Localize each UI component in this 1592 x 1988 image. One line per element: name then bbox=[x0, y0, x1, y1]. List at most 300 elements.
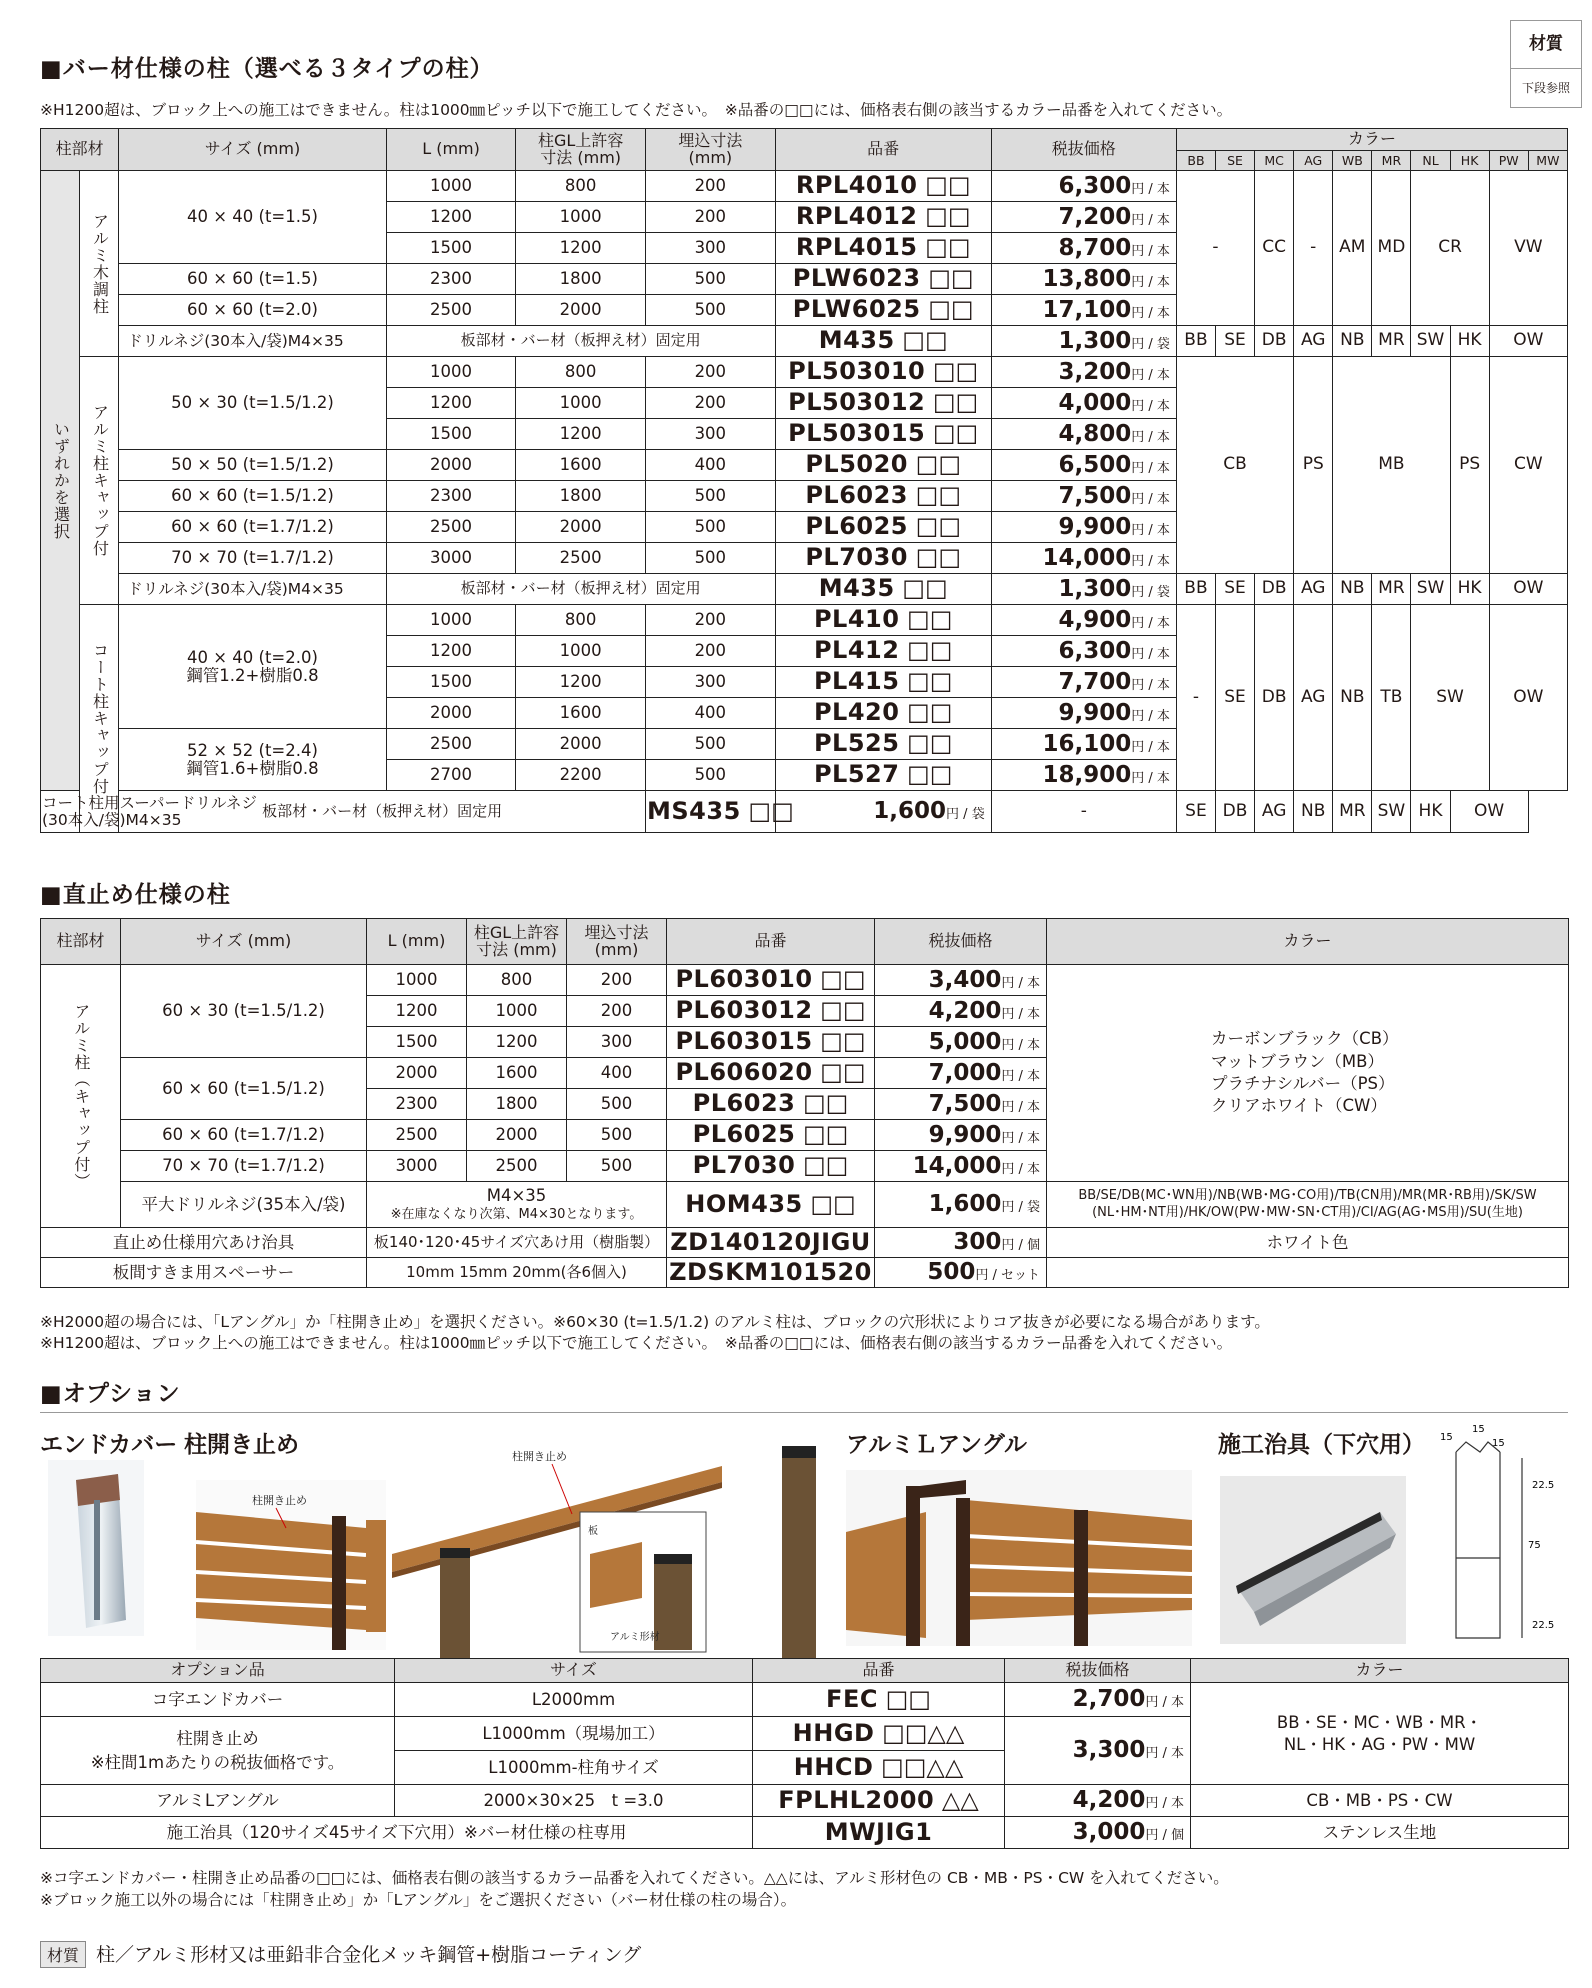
product-code-text: PL5020 bbox=[805, 450, 909, 479]
price: 6,300円 / 本 bbox=[991, 636, 1176, 667]
size: 70 × 70 (t=1.7/1.2) bbox=[119, 543, 387, 574]
price: 7,000円 / 本 bbox=[875, 1058, 1047, 1089]
price: 3,200円 / 本 bbox=[991, 357, 1176, 388]
length: 1500 bbox=[367, 1027, 467, 1058]
price-unit: 円 / 本 bbox=[1001, 1099, 1040, 1115]
length: 1000 bbox=[367, 965, 467, 996]
allowable: 2000 bbox=[516, 295, 646, 326]
price-unit: 円 / 本 bbox=[1001, 975, 1040, 991]
table-row bbox=[41, 965, 1569, 996]
allowable: 1000 bbox=[516, 636, 646, 667]
price: 2,700円 / 本 bbox=[1005, 1683, 1191, 1717]
embed: 500 bbox=[646, 264, 776, 295]
table-row bbox=[41, 574, 1568, 605]
header-color-code: HK bbox=[1450, 151, 1489, 171]
price: 7,700円 / 本 bbox=[991, 667, 1176, 698]
length: 2000 bbox=[386, 698, 516, 729]
size: L1000mm（現場加工） bbox=[395, 1717, 753, 1751]
color: MR bbox=[1372, 326, 1411, 357]
section2-note2: ※H1200超は、ブロック上への施工はできません。柱は1000㎜ピッチ以下で施工してください。 ※品番の□□には、価格表右側の該当するカラー品番を入れてください。 bbox=[40, 1334, 1233, 1352]
product-code-text: PL503015 bbox=[788, 419, 926, 448]
embed: 500 bbox=[646, 760, 776, 791]
length: 2700 bbox=[386, 760, 516, 791]
length: 1200 bbox=[386, 636, 516, 667]
header-color-code: WB bbox=[1333, 151, 1372, 171]
allowable: 800 bbox=[516, 357, 646, 388]
embed: 300 bbox=[646, 419, 776, 450]
product-code bbox=[775, 233, 991, 264]
header-length: L (mm) bbox=[367, 919, 467, 965]
price-unit: 円 / 本 bbox=[1131, 243, 1170, 259]
color: OW bbox=[1450, 791, 1528, 833]
length: 1500 bbox=[386, 419, 516, 450]
color-code-placeholder: □□ bbox=[917, 233, 971, 262]
brace-label: 柱開き止め bbox=[184, 1432, 299, 1458]
color-code-placeholder: □□ bbox=[877, 1684, 931, 1713]
length: 1200 bbox=[367, 996, 467, 1027]
embed: 400 bbox=[646, 450, 776, 481]
color: AG bbox=[1294, 326, 1333, 357]
price: 8,700円 / 本 bbox=[991, 233, 1176, 264]
color: HK bbox=[1450, 574, 1489, 605]
product-code-text: HOM435 bbox=[685, 1189, 803, 1218]
allowable: 1600 bbox=[516, 698, 646, 729]
product-code-text: PL606020 bbox=[675, 1058, 813, 1087]
color: CB bbox=[1176, 357, 1293, 574]
header-color-code: BB bbox=[1176, 151, 1215, 171]
usage: 板部材・バー材（板押え材）固定用 bbox=[386, 326, 775, 357]
header-color: カラー bbox=[1176, 129, 1567, 151]
product-code-text: PLW6025 bbox=[792, 295, 921, 324]
size: 60 × 60 (t=1.7/1.2) bbox=[119, 512, 387, 543]
product-code bbox=[667, 1120, 875, 1151]
price-unit: 円 / 本 bbox=[1131, 770, 1170, 786]
product-code-text: PL412 bbox=[813, 636, 900, 665]
color: OW bbox=[1489, 326, 1567, 357]
product-code bbox=[667, 1258, 875, 1288]
product-code-text: HHGD bbox=[792, 1718, 875, 1747]
item: コ字エンドカバー bbox=[41, 1683, 395, 1717]
color: AG bbox=[1255, 791, 1294, 833]
color: HK bbox=[1450, 326, 1489, 357]
price: 5,000円 / 本 bbox=[875, 1027, 1047, 1058]
group-label: アルミ柱（キャップ付） bbox=[41, 965, 121, 1228]
product-code bbox=[775, 388, 991, 419]
price: 9,900円 / 本 bbox=[875, 1120, 1047, 1151]
product-code bbox=[646, 791, 794, 833]
end-cover-image bbox=[48, 1460, 144, 1636]
embed: 500 bbox=[646, 729, 776, 760]
product-code bbox=[667, 1089, 875, 1120]
product-code bbox=[667, 1182, 875, 1228]
angle-photo bbox=[846, 1470, 1192, 1646]
product-code-text: RPL4012 bbox=[795, 202, 918, 231]
table-row bbox=[41, 919, 1569, 965]
allowable: 2200 bbox=[516, 760, 646, 791]
jig-label: 施工治具（下穴用） bbox=[1218, 1432, 1425, 1458]
price-unit: 円 / 本 bbox=[1131, 398, 1170, 414]
price: 4,900円 / 本 bbox=[991, 605, 1176, 636]
product-code bbox=[775, 698, 991, 729]
color: MB bbox=[1333, 357, 1450, 574]
embed: 500 bbox=[646, 512, 776, 543]
brace-diagram-label-board: 板 bbox=[588, 1526, 598, 1537]
price: 14,000円 / 本 bbox=[875, 1151, 1047, 1182]
product-code-text: PL415 bbox=[813, 667, 900, 696]
product-code bbox=[667, 965, 875, 996]
header-color: カラー bbox=[1047, 919, 1569, 965]
product-code bbox=[753, 1785, 1005, 1817]
price-unit: 円 / 個 bbox=[1001, 1238, 1040, 1254]
price: 9,900円 / 本 bbox=[991, 512, 1176, 543]
spec: 板140･120･45サイズ穴あけ用（樹脂製） bbox=[367, 1228, 667, 1258]
color: MR bbox=[1372, 574, 1411, 605]
color: AM bbox=[1333, 171, 1372, 326]
product-code-text: PL603010 bbox=[675, 965, 813, 994]
price-unit: 円 / 本 bbox=[1131, 367, 1170, 383]
length: 3000 bbox=[367, 1151, 467, 1182]
length: 1000 bbox=[386, 357, 516, 388]
product-code-text: PL6025 bbox=[692, 1120, 796, 1149]
embed: 300 bbox=[567, 1027, 667, 1058]
product-code-text: PL503012 bbox=[788, 388, 926, 417]
allowable: 1200 bbox=[467, 1027, 567, 1058]
brace-diagram-label-1: 柱開き止め bbox=[252, 1494, 307, 1507]
price: 7,500円 / 本 bbox=[991, 481, 1176, 512]
product-code-text: PL6023 bbox=[805, 481, 909, 510]
size: コート柱用スーパードリルネジ (30本入/袋)M4×35 bbox=[41, 791, 80, 833]
section2-title: ■直止め仕様の柱 bbox=[40, 882, 231, 908]
product-code-text: PL603015 bbox=[675, 1027, 813, 1056]
price-unit: 円 / 本 bbox=[1131, 460, 1170, 476]
header-color-code: MW bbox=[1528, 151, 1567, 171]
color-code-placeholder: □□ bbox=[917, 171, 971, 200]
color: CW bbox=[1489, 357, 1567, 574]
length: 1000 bbox=[386, 171, 516, 202]
size: L2000mm bbox=[395, 1683, 753, 1717]
product-code bbox=[753, 1751, 1005, 1785]
color: BB/SE/DB(MC･WN用)/NB(WB･MG･CO用)/TB(CN用)/MR(MR･RB用)/SK/SW (NL･HM･NT用)/HK/OW(PW･MW･SN･CT用)/CI/AG(AG･MS用)/SU(生地) bbox=[1047, 1182, 1569, 1228]
angle-label: アルミＬアングル bbox=[846, 1432, 1028, 1458]
size: 60 × 60 (t=1.5/1.2) bbox=[121, 1058, 367, 1120]
product-code bbox=[775, 543, 991, 574]
allowable: 1800 bbox=[516, 264, 646, 295]
jig-dim-2: 15 bbox=[1472, 1424, 1485, 1435]
product-code bbox=[775, 295, 991, 326]
material-tab bbox=[1510, 20, 1582, 108]
color: SE bbox=[1216, 605, 1255, 791]
embed: 500 bbox=[646, 295, 776, 326]
product-code-text: PL503010 bbox=[788, 357, 926, 386]
color-code-placeholder: □□ bbox=[925, 419, 979, 448]
color: SE bbox=[1176, 791, 1215, 833]
table-row bbox=[41, 1683, 1569, 1717]
table-row bbox=[41, 1817, 1569, 1849]
embed: 200 bbox=[646, 357, 776, 388]
embed: 200 bbox=[567, 996, 667, 1027]
length: 2300 bbox=[386, 481, 516, 512]
color: ステンレス生地 bbox=[1191, 1817, 1569, 1849]
color-code-placeholder: □□ bbox=[740, 796, 794, 825]
product-code bbox=[775, 605, 991, 636]
end-cover-label: エンドカバー bbox=[40, 1432, 178, 1458]
color: - bbox=[1176, 605, 1215, 791]
color-code-placeholder: □□ bbox=[812, 1027, 866, 1056]
product-code bbox=[753, 1683, 1005, 1717]
product-code bbox=[775, 512, 991, 543]
jig-dim-6: 22.5 bbox=[1532, 1620, 1555, 1631]
embed: 500 bbox=[567, 1120, 667, 1151]
product-code bbox=[775, 667, 991, 698]
section1-note: ※H1200超は、ブロック上への施工はできません。柱は1000㎜ピッチ以下で施工してください。 ※品番の□□には、価格表右側の該当するカラー品番を入れてください。 bbox=[40, 101, 1233, 119]
embed: 200 bbox=[646, 636, 776, 667]
color-code-placeholder: □□ bbox=[925, 357, 979, 386]
price-unit: 円 / 袋 bbox=[1131, 584, 1170, 600]
color bbox=[1047, 1258, 1569, 1288]
color-code-placeholder: □□ bbox=[802, 1189, 856, 1218]
size: 52 × 52 (t=2.4) 鋼管1.6+樹脂0.8 bbox=[119, 729, 387, 791]
product-code bbox=[753, 1817, 1005, 1849]
allowable: 2000 bbox=[516, 512, 646, 543]
size: 60 × 60 (t=1.5) bbox=[119, 264, 387, 295]
product-code bbox=[775, 481, 991, 512]
header-code: 品番 bbox=[753, 1659, 1005, 1683]
length: 3000 bbox=[386, 543, 516, 574]
length: 1000 bbox=[386, 605, 516, 636]
header-color-code: NL bbox=[1411, 151, 1450, 171]
price: 13,800円 / 本 bbox=[991, 264, 1176, 295]
side-group-label: いずれかを選択 bbox=[41, 171, 80, 791]
product-code-text: RPL4010 bbox=[795, 171, 918, 200]
jig-photo bbox=[1220, 1476, 1406, 1644]
allowable: 1200 bbox=[516, 419, 646, 450]
price: 4,800円 / 本 bbox=[991, 419, 1176, 450]
color-code-placeholder: □□ bbox=[908, 512, 961, 541]
price: 3,400円 / 本 bbox=[875, 965, 1047, 996]
product-code-text: PL527 bbox=[813, 760, 900, 789]
price-unit: 円 / 本 bbox=[1131, 739, 1170, 755]
color: SW bbox=[1411, 326, 1450, 357]
embed: 300 bbox=[646, 667, 776, 698]
header-code: 品番 bbox=[667, 919, 875, 965]
product-code-text: ZD140120JIGU bbox=[670, 1227, 871, 1256]
color-code-placeholder: □□△△ bbox=[874, 1718, 965, 1747]
product-code-text: FEC bbox=[826, 1684, 878, 1713]
product-code bbox=[667, 1027, 875, 1058]
length: 1200 bbox=[386, 388, 516, 419]
size: 2000×30×25 t =3.0 bbox=[395, 1785, 753, 1817]
allowable: 2500 bbox=[516, 543, 646, 574]
jig-drawing bbox=[1436, 1418, 1566, 1648]
section3-title: ■オプション bbox=[40, 1381, 181, 1407]
product-code-text: PL7030 bbox=[692, 1151, 796, 1180]
price-unit: 円 / 本 bbox=[1145, 1746, 1184, 1762]
embed: 200 bbox=[646, 388, 776, 419]
group-label: アルミ木調柱 bbox=[80, 171, 119, 357]
price: 17,100円 / 本 bbox=[991, 295, 1176, 326]
table-row bbox=[41, 1228, 1569, 1258]
header-color-code: MR bbox=[1372, 151, 1411, 171]
item: 施工治具（120サイズ45サイズ下穴用）※バー材仕様の柱専用 bbox=[41, 1817, 753, 1849]
product-code-text: M435 bbox=[818, 574, 895, 603]
price: 1,600円 / 袋 bbox=[875, 1182, 1047, 1228]
color: DB bbox=[1216, 791, 1255, 833]
allowable: 1800 bbox=[516, 481, 646, 512]
spec-note: ※在庫なくなり次第、M4×30となります。 bbox=[390, 1207, 643, 1223]
size: 40 × 40 (t=1.5) bbox=[119, 171, 387, 264]
spec: 10mm 15mm 20mm(各6個入) bbox=[367, 1258, 667, 1288]
color: VW bbox=[1489, 171, 1567, 326]
color: CR bbox=[1411, 171, 1489, 326]
header-allow: 柱GL上許容 寸法 (mm) bbox=[467, 919, 567, 965]
allowable: 2000 bbox=[467, 1120, 567, 1151]
item: 直止め仕様用穴あけ治具 bbox=[41, 1228, 367, 1258]
color: ホワイト色 bbox=[1047, 1228, 1569, 1258]
size: 平大ドリルネジ(35本入/袋) bbox=[121, 1182, 367, 1228]
size: 60 × 60 (t=1.5/1.2) bbox=[119, 481, 387, 512]
size: 60 × 30 (t=1.5/1.2) bbox=[121, 965, 367, 1058]
allowable: 800 bbox=[467, 965, 567, 996]
size: ドリルネジ(30本入/袋)M4×35 bbox=[119, 574, 387, 605]
product-code-text: MWJIG1 bbox=[824, 1817, 933, 1846]
length: 2500 bbox=[386, 512, 516, 543]
size: 60 × 60 (t=2.0) bbox=[119, 295, 387, 326]
material-tab-title: 材質 bbox=[1511, 21, 1581, 69]
color: PS bbox=[1450, 357, 1489, 574]
embed: 400 bbox=[567, 1058, 667, 1089]
product-code-text: PL7030 bbox=[805, 543, 909, 572]
option-table bbox=[40, 1658, 1569, 1849]
section1-title: ■バー材仕様の柱（選べる３タイプの柱） bbox=[40, 56, 494, 82]
brace-photo-1 bbox=[196, 1480, 386, 1650]
price: 300円 / 個 bbox=[875, 1228, 1047, 1258]
embed: 500 bbox=[646, 481, 776, 512]
color: BB bbox=[1176, 326, 1215, 357]
price-unit: 円 / 袋 bbox=[946, 807, 985, 823]
brace-diagram-label-alu: アルミ形材 bbox=[610, 1632, 660, 1643]
color-code-placeholder: □□ bbox=[899, 636, 953, 665]
embed: 400 bbox=[646, 698, 776, 729]
price-unit: 円 / 本 bbox=[1145, 1695, 1184, 1711]
color: - bbox=[1294, 171, 1333, 326]
table-row bbox=[41, 129, 1568, 151]
product-code bbox=[667, 1228, 875, 1258]
color: AG bbox=[1294, 605, 1333, 791]
color-code-placeholder: □□ bbox=[899, 729, 953, 758]
table-row bbox=[41, 326, 1568, 357]
color-code-placeholder: □□ bbox=[795, 1151, 849, 1180]
color-code-placeholder: □□ bbox=[894, 574, 948, 603]
color: PS bbox=[1294, 357, 1333, 574]
color: MD bbox=[1372, 171, 1411, 326]
header-color-code: AG bbox=[1294, 151, 1333, 171]
price-unit: 円 / 本 bbox=[1131, 274, 1170, 290]
header-embed: 埋込寸法 (mm) bbox=[567, 919, 667, 965]
section3-note2: ※ブロック施工以外の場合には「柱開き止め」か「Lアングル」をご選択ください（バー材仕様の柱の場合）。 bbox=[40, 1891, 797, 1909]
color-code-placeholder: □□ bbox=[917, 202, 971, 231]
table-row bbox=[41, 1258, 1569, 1288]
price-unit: 円 / 本 bbox=[1131, 646, 1170, 662]
size: 50 × 30 (t=1.5/1.2) bbox=[119, 357, 387, 450]
item: 板間すきま用スペーサー bbox=[41, 1258, 367, 1288]
price: 7,200円 / 本 bbox=[991, 202, 1176, 233]
color: HK bbox=[1411, 791, 1450, 833]
price-unit: 円 / 本 bbox=[1131, 305, 1170, 321]
group-label: アルミ柱キャップ付 bbox=[80, 357, 119, 605]
color-code-placeholder: □□ bbox=[920, 264, 974, 293]
material-tab-sub: 下段参照 bbox=[1521, 81, 1570, 95]
color: CC bbox=[1255, 171, 1294, 326]
color: NB bbox=[1333, 326, 1372, 357]
footer-tag: 材質 bbox=[40, 1941, 86, 1968]
price-unit: 円 / 本 bbox=[1131, 677, 1170, 693]
product-code-text: RPL4015 bbox=[795, 233, 918, 262]
color-code-placeholder: □□ bbox=[812, 965, 866, 994]
color: MR bbox=[1333, 791, 1372, 833]
direct-post-table bbox=[40, 918, 1569, 1288]
product-code bbox=[775, 574, 991, 605]
price-unit: 円 / 袋 bbox=[1131, 336, 1170, 352]
product-code bbox=[667, 996, 875, 1027]
price-unit: 円 / 本 bbox=[1131, 553, 1170, 569]
color-code-placeholder: □□ bbox=[899, 667, 953, 696]
spec: M4×35 ※在庫なくなり次第、M4×30となります。 bbox=[367, 1182, 667, 1228]
color: DB bbox=[1255, 326, 1294, 357]
section2-note1: ※H2000超の場合には、「Lアングル」か「柱開き止め」を選択ください。※60×30 (t=1.5/1.2) のアルミ柱は、ブロックの穴形状によりコア抜きが必要になる場合があります。 bbox=[40, 1313, 1270, 1331]
brace-diagram bbox=[392, 1442, 832, 1660]
header-embed: 埋込寸法 (mm) bbox=[646, 129, 776, 171]
product-code-text: M435 bbox=[818, 326, 895, 355]
color: OW bbox=[1489, 574, 1567, 605]
header-color-code: PW bbox=[1489, 151, 1528, 171]
embed: 200 bbox=[646, 171, 776, 202]
embed: 200 bbox=[567, 965, 667, 996]
allowable: 1000 bbox=[516, 202, 646, 233]
allowable: 800 bbox=[516, 171, 646, 202]
jig-dim-5: 75 bbox=[1528, 1540, 1541, 1551]
product-code-text: ZDSKM101520 bbox=[669, 1257, 872, 1286]
color-code-placeholder: △△ bbox=[934, 1785, 979, 1814]
price-unit: 円 / セット bbox=[975, 1268, 1040, 1284]
allowable: 1000 bbox=[516, 388, 646, 419]
price-unit: 円 / 本 bbox=[1145, 1796, 1184, 1812]
header-color-code: SE bbox=[1216, 151, 1255, 171]
color: CB・MB・PS・CW bbox=[1191, 1785, 1569, 1817]
length: 2500 bbox=[386, 295, 516, 326]
price-unit: 円 / 本 bbox=[1001, 1037, 1040, 1053]
size: L1000mm-柱角サイズ bbox=[395, 1751, 753, 1785]
product-code-text: FPLHL2000 bbox=[778, 1785, 935, 1814]
price-unit: 円 / 本 bbox=[1131, 522, 1170, 538]
product-code bbox=[667, 1058, 875, 1089]
product-code-text: PL603012 bbox=[675, 996, 813, 1025]
color: BB・SE・MC・WB・MR・ NL・HK・AG・PW・MW bbox=[1191, 1683, 1569, 1785]
color-code-placeholder: □□ bbox=[908, 481, 961, 510]
length: 2300 bbox=[367, 1089, 467, 1120]
item: 柱開き止め ※柱間1mあたりの税抜価格です。 bbox=[41, 1717, 395, 1785]
header-color-code: MC bbox=[1255, 151, 1294, 171]
price: 3,000円 / 個 bbox=[1005, 1817, 1191, 1849]
product-code bbox=[753, 1717, 1005, 1751]
header-color: カラー bbox=[1191, 1659, 1569, 1683]
product-code bbox=[775, 357, 991, 388]
length: 1200 bbox=[386, 202, 516, 233]
usage: 板部材・バー材（板押え材）固定用 bbox=[386, 574, 775, 605]
size: 70 × 70 (t=1.7/1.2) bbox=[121, 1151, 367, 1182]
embed: 200 bbox=[646, 202, 776, 233]
price-unit: 円 / 本 bbox=[1131, 212, 1170, 228]
header-part: 柱部材 bbox=[41, 129, 119, 171]
